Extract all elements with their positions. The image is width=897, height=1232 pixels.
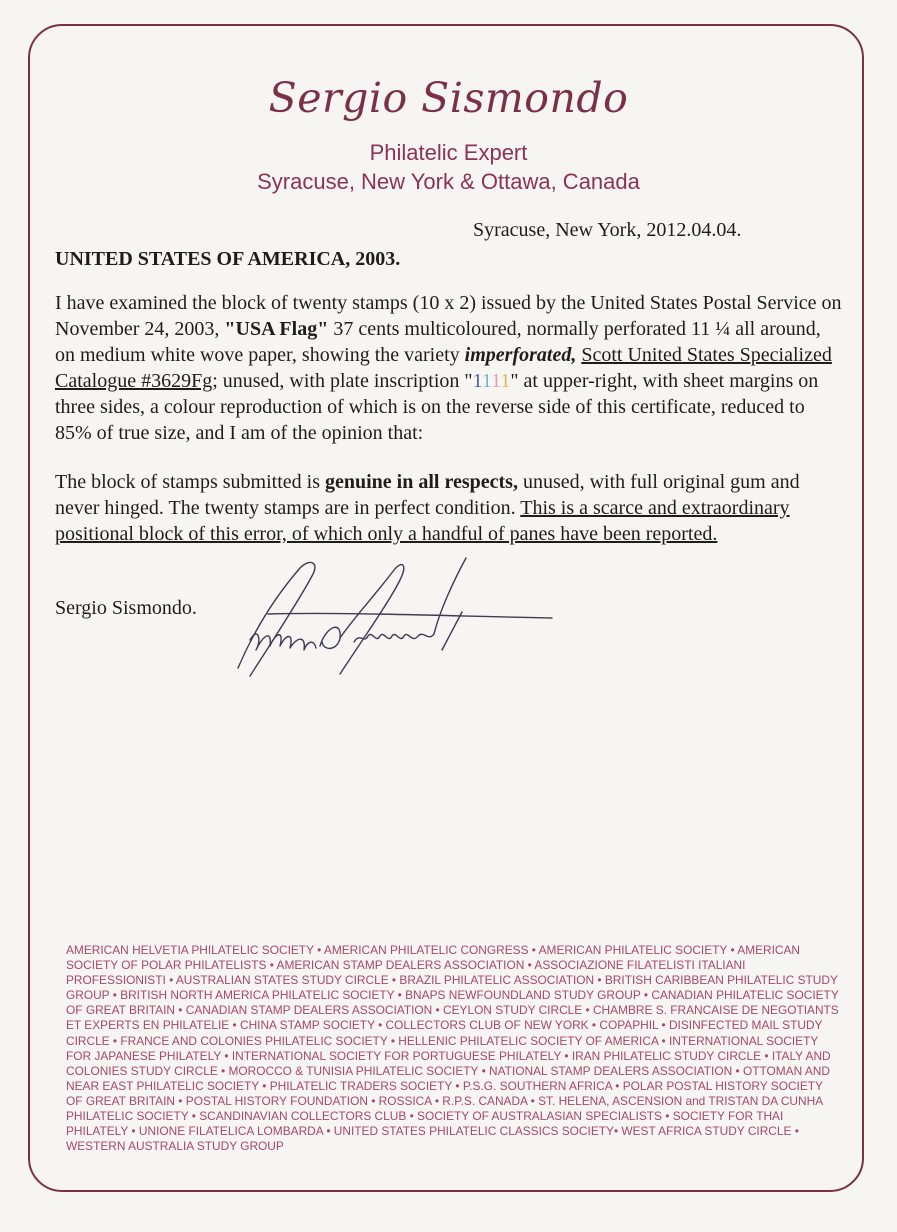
plate-inscription: 1111 [472,370,511,392]
dateline: Syracuse, New York, 2012.04.04. [473,219,742,241]
expert-location: Syracuse, New York & Ottawa, Canada [257,169,640,194]
expert-title: Philatelic Expert [369,140,528,165]
expert-name: Sergio Sismondo [268,74,629,122]
member-societies-list: AMERICAN HELVETIA PHILATELIC SOCIETY • AMERICAN PHILATELIC CONGRESS • AMERICAN PHILATELIC SOCIETY • AMERICAN SOCIETY OF POLAR PHILATELISTS • AMERICAN STAMP DEALERS ASSOCIATION • ASSOCIAZIONE FILATELISTI ITALIANI PROFESSIONISTI • AUSTRALIAN STATES STUDY CIRCLE • BRAZIL PHILATELIC ASSOCIATION • BRITISH CARIBBEAN PHILATELIC STUDY GROUP • BRITISH NORTH AMERICA PHILATELIC SOCIETY • BNAPS NEWFOUNDLAND STUDY GROUP • CANADIAN PHILATELIC SOCIETY OF GREAT BRITAIN • CANADIAN STAMP DEALERS ASSOCIATION • CEYLON STUDY CIRCLE • CHAMBRE S. FRANCAISE DE NEGOTIANTS ET EXPERTS EN PHILATELIE • CHINA STAMP SOCIETY • COLLECTORS CLUB OF NEW YORK • COPAPHIL • DISINFECTED MAIL STUDY CIRCLE • FRANCE AND COLONIES PHILATELIC SOCIETY • HELLENIC PHILATELIC SOCIETY OF AMERICA • INTERNATIONAL SOCIETY FOR JAPANESE PHILATELY • INTERNATIONAL SOCIETY FOR PORTUGUESE PHILATELY • IRAN PHILATELIC STUDY CIRCLE • ITALY AND COLONIES STUDY CIRCLE • MOROCCO & TUNISIA PHILATELIC SOCIETY • NATIONAL STAMP DEALERS ASSOCIATION • OTTOMAN AND NEAR EAST PHILATELIC SOCIETY • PHILATELIC TRADERS SOCIETY • P.S.G. SOUTHERN AFRICA • POLAR POSTAL HISTORY SOCIETY OF GREAT BRITAIN • POSTAL HISTORY FOUNDATION • ROSSICA • R.P.S. CANADA • ST. HELENA, ASCENSION and TRISTAN DA CUNHA PHILATELIC SOCIETY • SCANDINAVIAN COLLECTORS CLUB • SOCIETY OF AUSTRALASIAN SPECIALISTS • SOCIETY FOR THAI PHILATELY • UNIONE FILATELICA LOMBARDA • UNITED STATES PHILATELIC CLASSICS SOCIETY• WEST AFRICA STUDY CIRCLE • WESTERN AUSTRALIA STUDY GROUP [66,943,839,1154]
handwritten-signature [228,550,558,690]
closing-name: Sergio Sismondo. [55,597,197,619]
examination-paragraph: I have examined the block of twenty stamps (10 x 2) issued by the United States Postal Service on November 24, 2003, "USA Flag" 37 cents multicoloured, normally perforated 11 ¼ all around, on medium white wove paper, showing the variety imperforated, Scott United States Specialized Catalogue #3629Fg; unused, with plate inscription "1111" at upper-right, with sheet margins on three sides, a colour reproduction of which is on the reverse side of this certificate, reduced to 85% of true size, and I am of the opinion that: [55,292,842,444]
opinion-paragraph: The block of stamps submitted is genuine in all respects, unused, with full original gum and never hinged. The twenty stamps are in perfect condition. This is a scarce and extraordinary positional block of this error, of which only a handful of panes have been reported. [55,471,800,545]
certificate-heading: UNITED STATES OF AMERICA, 2003. [55,248,401,270]
catalogue-reference: Scott United States Specialized Catalogue #3629Fg [55,344,832,392]
scarcity-statement: This is a scarce and extraordinary positional block of this error, of which only a handful of panes have been reported. [55,497,790,545]
